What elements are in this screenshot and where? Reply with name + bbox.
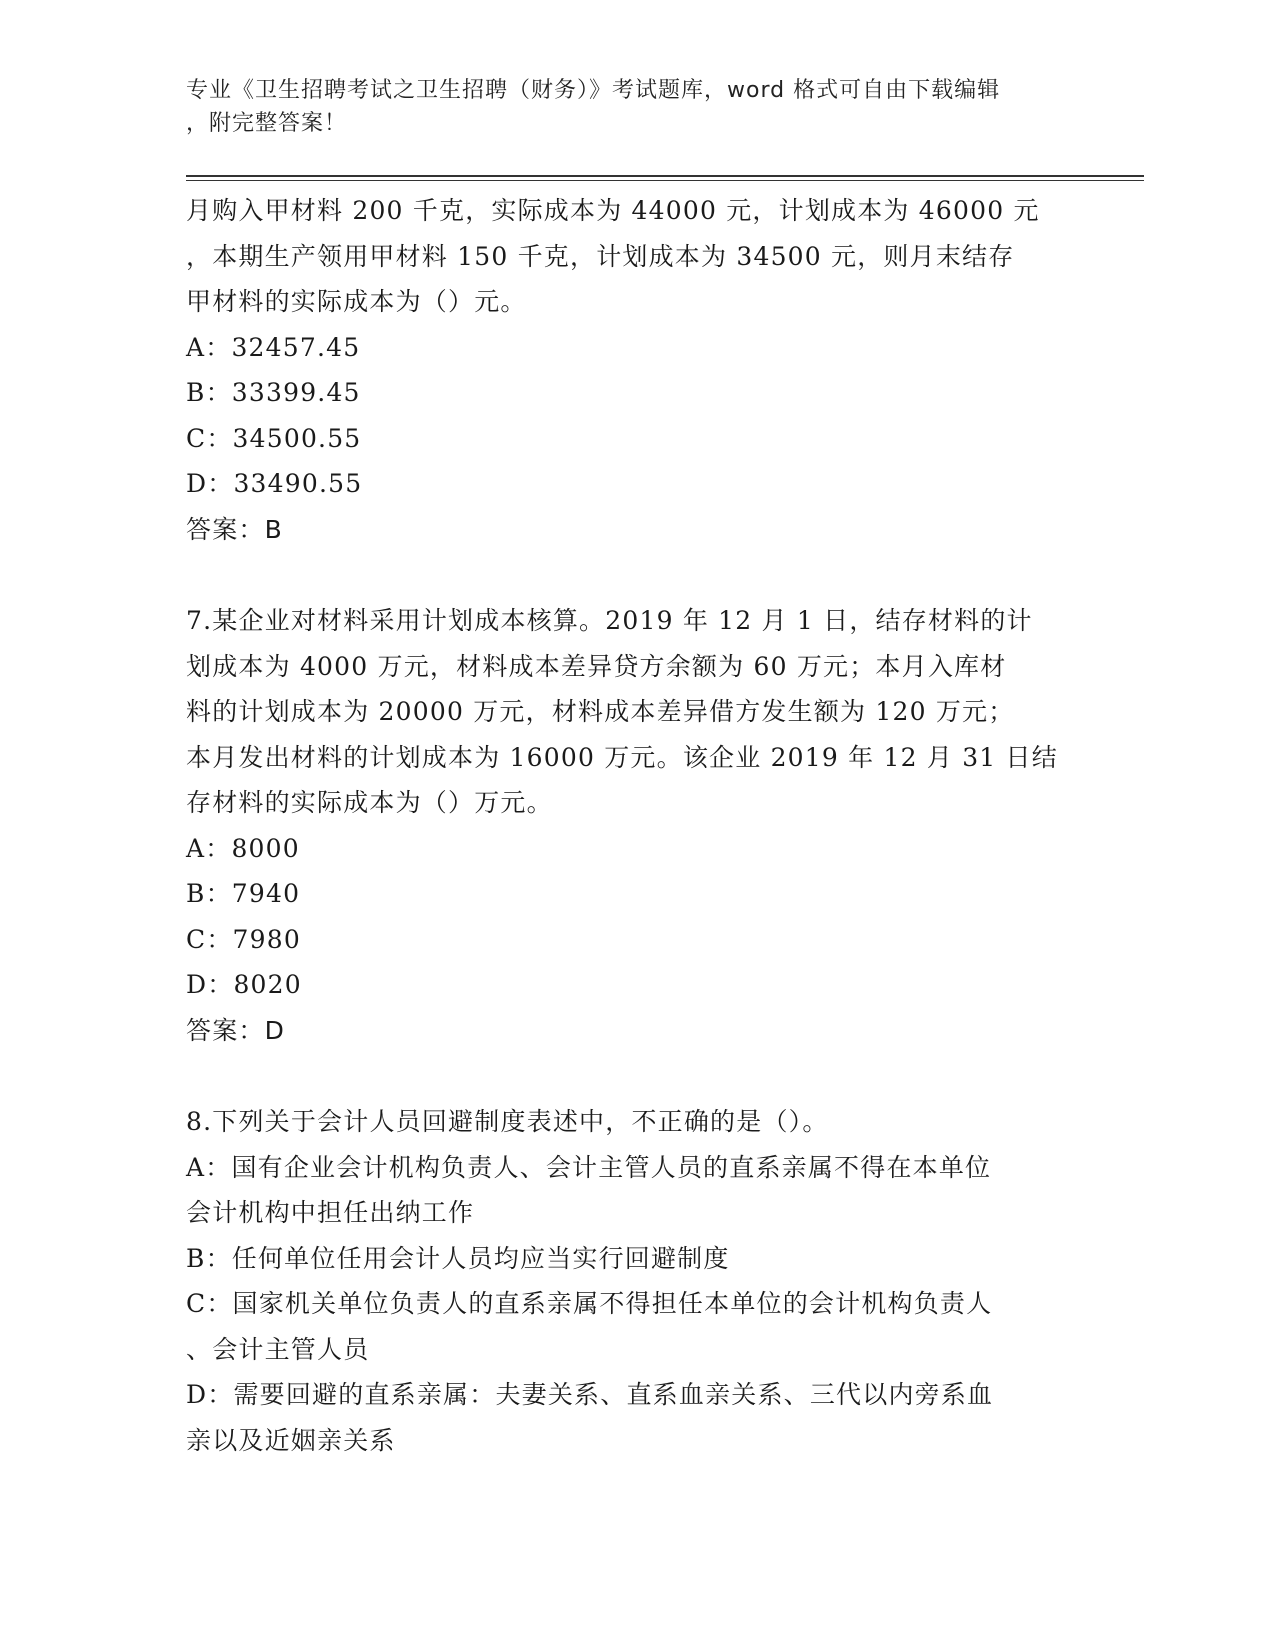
question-7-text-line: 划成本为 4000 万元，材料成本差异贷方余额为 60 万元；本月入库材 xyxy=(186,651,1007,681)
spacer xyxy=(186,1053,1086,1099)
question-6-text-line: 月购入甲材料 200 千克，实际成本为 44000 元，计划成本为 46000 元 xyxy=(186,196,1040,225)
question-6-answer: 答案：B xyxy=(186,514,283,544)
question-8-text-line: 8.下列关于会计人员回避制度表述中，不正确的是（）。 xyxy=(186,1107,829,1136)
question-8-option-b: B：任何单位任用会计人员均应当实行回避制度 xyxy=(186,1243,730,1273)
question-8-option-a-cont: 会计机构中担任出纳工作 xyxy=(186,1198,475,1227)
question-6-text-line: 甲材料的实际成本为（）元。 xyxy=(186,287,527,316)
spacer xyxy=(186,552,1086,598)
question-6-option-b: B：33399.45 xyxy=(186,378,361,407)
question-8-option-d-cont: 亲以及近姻亲关系 xyxy=(186,1425,396,1455)
question-7-option-d: D：8020 xyxy=(186,970,302,999)
question-7 xyxy=(186,598,1086,1053)
question-6-text-line: ，本期生产领用甲材料 150 千克，计划成本为 34500 元，则月末结存 xyxy=(186,241,1015,271)
question-6-option-c: C：34500.55 xyxy=(186,423,362,453)
question-7-answer: 答案：D xyxy=(186,1015,286,1045)
question-6-option-d: D：33490.55 xyxy=(186,469,363,498)
question-8-option-c: C：国家机关单位负责人的直系亲属不得担任本单位的会计机构负责人 xyxy=(186,1289,993,1318)
question-8 xyxy=(186,1099,1086,1463)
header-divider-thin xyxy=(186,180,1144,181)
header-line-1: 专业《卫生招聘考试之卫生招聘（财务）》考试题库，word 格式可自由下载编辑 xyxy=(186,78,1001,103)
question-7-text-line: 7.某企业对材料采用计划成本核算。2019 年 12 月 1 日，结存材料的计 xyxy=(186,606,1033,635)
header-line-2: ，附完整答案！ xyxy=(186,111,348,136)
header-divider-thick xyxy=(186,175,1144,177)
question-7-option-a: A：8000 xyxy=(186,833,300,863)
question-7-option-c: C：7980 xyxy=(186,924,301,954)
question-7-text-line: 存材料的实际成本为（）万元。 xyxy=(186,788,553,817)
question-6 xyxy=(186,188,1086,552)
question-7-option-b: B：7940 xyxy=(186,879,301,908)
question-8-option-d: D：需要回避的直系亲属：夫妻关系、直系血亲关系、三代以内旁系血 xyxy=(186,1380,994,1409)
question-8-option-a: A：国有企业会计机构负责人、会计主管人员的直系亲属不得在本单位 xyxy=(186,1152,992,1182)
page-header xyxy=(186,74,1066,140)
question-content xyxy=(186,188,1086,1463)
question-7-text-line: 料的计划成本为 20000 万元，材料成本差异借方发生额为 120 万元； xyxy=(186,697,1015,726)
question-7-text-line: 本月发出材料的计划成本为 16000 万元。该企业 2019 年 12 月 31 日结 xyxy=(186,742,1058,772)
question-6-option-a: A：32457.45 xyxy=(186,332,361,362)
question-8-option-c-cont: 、会计主管人员 xyxy=(186,1334,370,1364)
